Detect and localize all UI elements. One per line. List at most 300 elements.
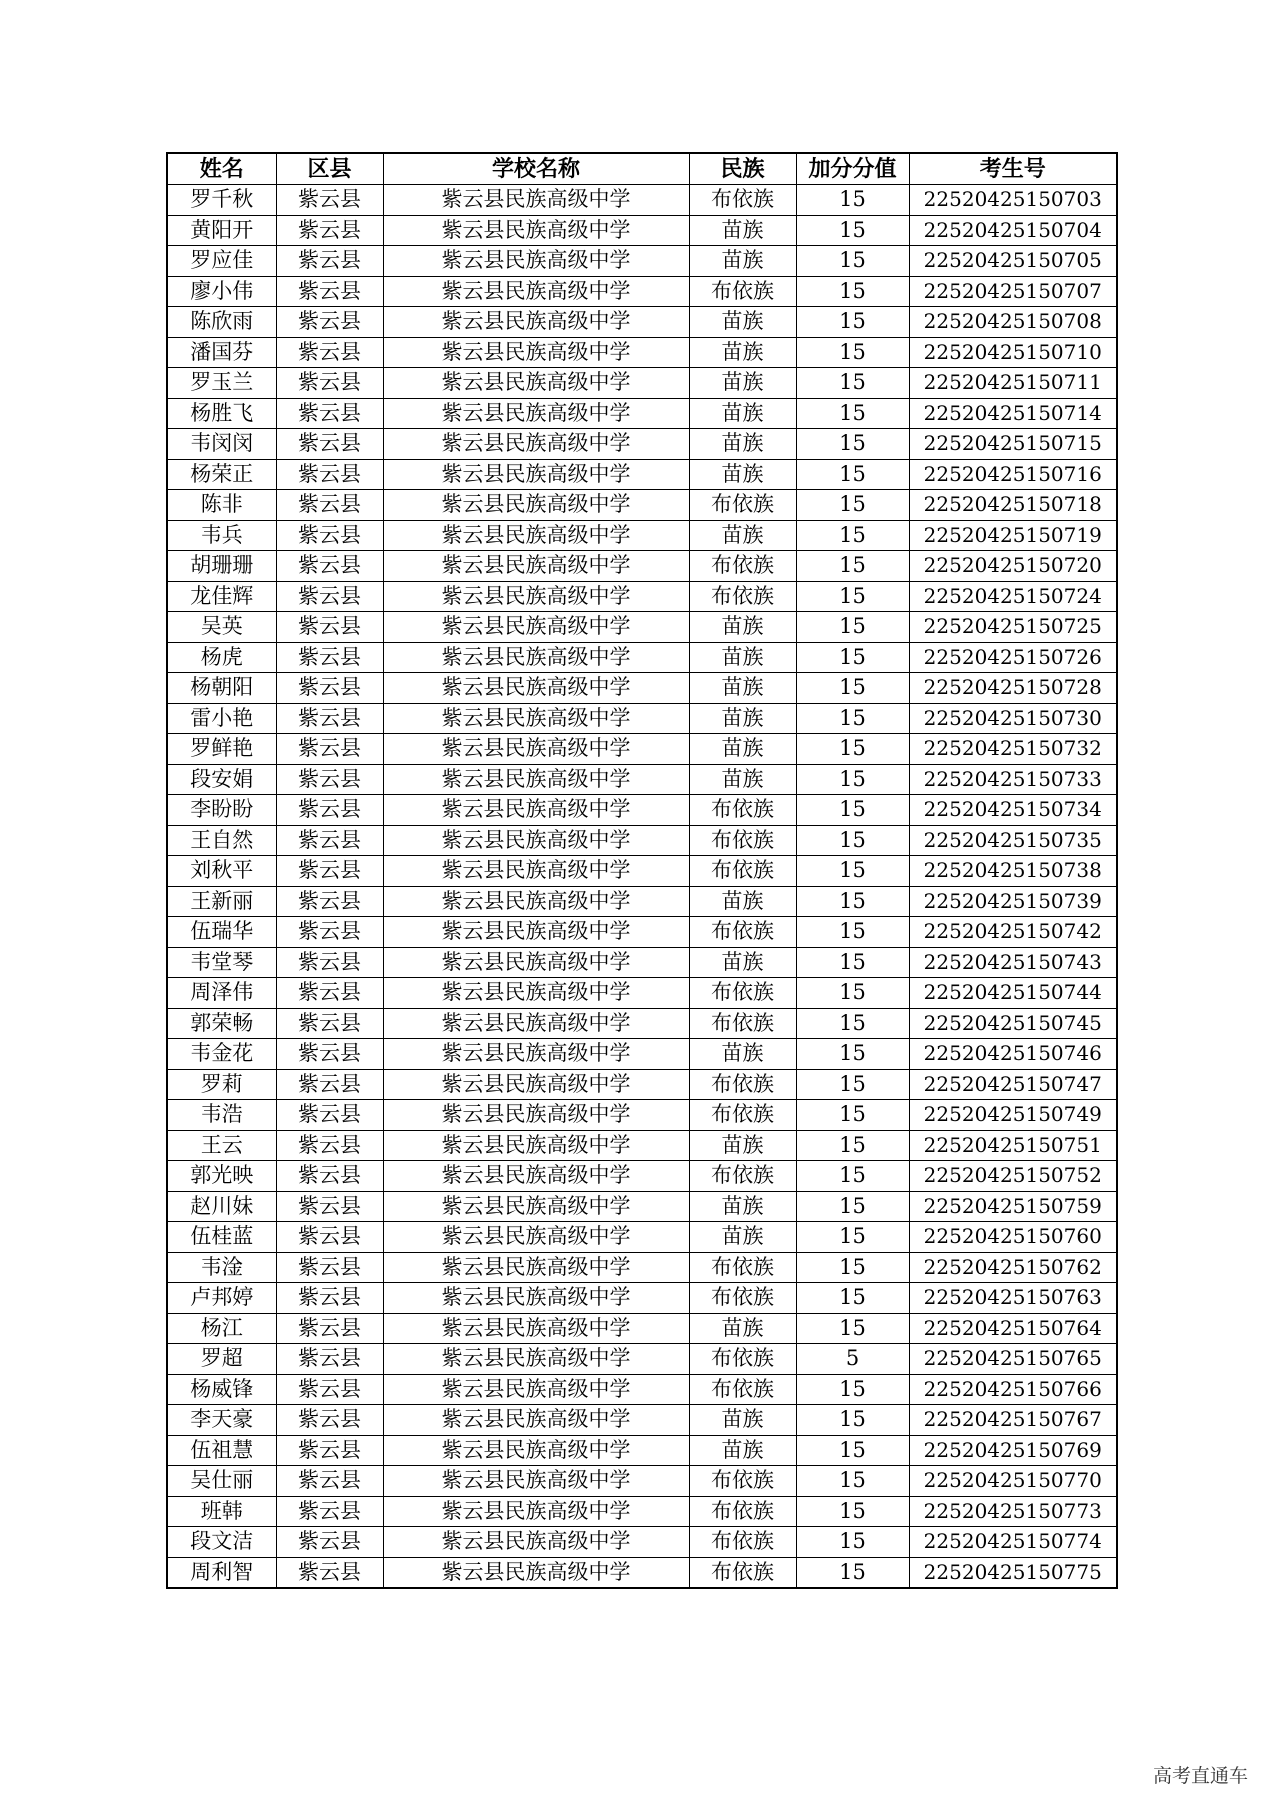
cell-name: 伍桂蓝	[167, 1222, 276, 1253]
cell-county: 紫云县	[276, 1039, 383, 1070]
cell-ethnicity: 布依族	[689, 185, 796, 216]
cell-school: 紫云县民族高级中学	[383, 581, 689, 612]
cell-name: 王云	[167, 1130, 276, 1161]
cell-bonus: 15	[796, 551, 909, 582]
cell-name: 周利智	[167, 1557, 276, 1588]
cell-school: 紫云县民族高级中学	[383, 337, 689, 368]
table-row	[167, 185, 1117, 216]
cell-ethnicity: 布依族	[689, 917, 796, 948]
cell-school: 紫云县民族高级中学	[383, 1252, 689, 1283]
table-row	[167, 1374, 1117, 1405]
cell-exam-id: 22520425150733	[909, 764, 1117, 795]
cell-name: 罗鲜艳	[167, 734, 276, 765]
cell-bonus: 15	[796, 612, 909, 643]
cell-school: 紫云县民族高级中学	[383, 520, 689, 551]
cell-school: 紫云县民族高级中学	[383, 1527, 689, 1558]
cell-exam-id: 22520425150735	[909, 825, 1117, 856]
cell-exam-id: 22520425150765	[909, 1344, 1117, 1375]
cell-school: 紫云县民族高级中学	[383, 1191, 689, 1222]
cell-exam-id: 22520425150724	[909, 581, 1117, 612]
cell-ethnicity: 布依族	[689, 1100, 796, 1131]
cell-county: 紫云县	[276, 1222, 383, 1253]
cell-school: 紫云县民族高级中学	[383, 215, 689, 246]
cell-school: 紫云县民族高级中学	[383, 276, 689, 307]
cell-exam-id: 22520425150759	[909, 1191, 1117, 1222]
cell-school: 紫云县民族高级中学	[383, 551, 689, 582]
cell-county: 紫云县	[276, 520, 383, 551]
cell-county: 紫云县	[276, 1100, 383, 1131]
cell-bonus: 15	[796, 1527, 909, 1558]
cell-county: 紫云县	[276, 337, 383, 368]
cell-school: 紫云县民族高级中学	[383, 1130, 689, 1161]
table-row	[167, 581, 1117, 612]
cell-county: 紫云县	[276, 612, 383, 643]
cell-exam-id: 22520425150716	[909, 459, 1117, 490]
cell-exam-id: 22520425150764	[909, 1313, 1117, 1344]
table-row	[167, 429, 1117, 460]
cell-bonus: 15	[796, 1161, 909, 1192]
cell-ethnicity: 苗族	[689, 612, 796, 643]
cell-name: 陈非	[167, 490, 276, 521]
cell-school: 紫云县民族高级中学	[383, 1466, 689, 1497]
cell-name: 杨胜飞	[167, 398, 276, 429]
cell-exam-id: 22520425150730	[909, 703, 1117, 734]
table-row	[167, 1039, 1117, 1070]
cell-ethnicity: 布依族	[689, 1496, 796, 1527]
cell-bonus: 15	[796, 795, 909, 826]
cell-ethnicity: 布依族	[689, 1283, 796, 1314]
cell-exam-id: 22520425150744	[909, 978, 1117, 1009]
cell-school: 紫云县民族高级中学	[383, 673, 689, 704]
cell-exam-id: 22520425150725	[909, 612, 1117, 643]
student-bonus-table	[166, 152, 1118, 1589]
cell-name: 吴英	[167, 612, 276, 643]
cell-bonus: 15	[796, 978, 909, 1009]
cell-county: 紫云县	[276, 1161, 383, 1192]
cell-county: 紫云县	[276, 1069, 383, 1100]
cell-ethnicity: 苗族	[689, 1191, 796, 1222]
cell-school: 紫云县民族高级中学	[383, 1283, 689, 1314]
cell-county: 紫云县	[276, 185, 383, 216]
cell-bonus: 15	[796, 673, 909, 704]
table-row	[167, 1527, 1117, 1558]
cell-name: 李天豪	[167, 1405, 276, 1436]
cell-bonus: 15	[796, 1405, 909, 1436]
cell-county: 紫云县	[276, 825, 383, 856]
cell-school: 紫云县民族高级中学	[383, 856, 689, 887]
cell-name: 龙佳辉	[167, 581, 276, 612]
cell-ethnicity: 布依族	[689, 276, 796, 307]
cell-county: 紫云县	[276, 276, 383, 307]
cell-name: 杨威锋	[167, 1374, 276, 1405]
cell-name: 罗玉兰	[167, 368, 276, 399]
cell-county: 紫云县	[276, 642, 383, 673]
cell-bonus: 15	[796, 703, 909, 734]
table-row	[167, 368, 1117, 399]
cell-exam-id: 22520425150711	[909, 368, 1117, 399]
cell-bonus: 15	[796, 764, 909, 795]
cell-county: 紫云县	[276, 1466, 383, 1497]
table-row	[167, 1222, 1117, 1253]
cell-school: 紫云县民族高级中学	[383, 947, 689, 978]
header-ethnicity: 民族	[689, 153, 796, 185]
cell-bonus: 15	[796, 917, 909, 948]
cell-bonus: 15	[796, 520, 909, 551]
cell-name: 杨朝阳	[167, 673, 276, 704]
cell-exam-id: 22520425150769	[909, 1435, 1117, 1466]
cell-ethnicity: 苗族	[689, 1435, 796, 1466]
cell-school: 紫云县民族高级中学	[383, 612, 689, 643]
cell-name: 罗应佳	[167, 246, 276, 277]
cell-bonus: 15	[796, 856, 909, 887]
cell-exam-id: 22520425150726	[909, 642, 1117, 673]
cell-ethnicity: 布依族	[689, 1557, 796, 1588]
cell-name: 卢邦婷	[167, 1283, 276, 1314]
cell-name: 黄阳开	[167, 215, 276, 246]
table-row	[167, 246, 1117, 277]
header-county: 区县	[276, 153, 383, 185]
cell-ethnicity: 苗族	[689, 642, 796, 673]
cell-county: 紫云县	[276, 917, 383, 948]
table-row	[167, 856, 1117, 887]
cell-school: 紫云县民族高级中学	[383, 490, 689, 521]
cell-county: 紫云县	[276, 459, 383, 490]
cell-bonus: 15	[796, 1069, 909, 1100]
cell-name: 周泽伟	[167, 978, 276, 1009]
cell-ethnicity: 苗族	[689, 246, 796, 277]
cell-ethnicity: 布依族	[689, 1344, 796, 1375]
cell-name: 杨虎	[167, 642, 276, 673]
cell-name: 杨江	[167, 1313, 276, 1344]
cell-name: 韦淦	[167, 1252, 276, 1283]
cell-school: 紫云县民族高级中学	[383, 1435, 689, 1466]
table-row	[167, 1405, 1117, 1436]
cell-county: 紫云县	[276, 1191, 383, 1222]
cell-ethnicity: 苗族	[689, 368, 796, 399]
table-row	[167, 795, 1117, 826]
cell-bonus: 15	[796, 886, 909, 917]
cell-ethnicity: 布依族	[689, 1069, 796, 1100]
table-row	[167, 459, 1117, 490]
cell-name: 王自然	[167, 825, 276, 856]
cell-school: 紫云县民族高级中学	[383, 978, 689, 1009]
cell-exam-id: 22520425150767	[909, 1405, 1117, 1436]
table-row	[167, 1496, 1117, 1527]
cell-school: 紫云县民族高级中学	[383, 398, 689, 429]
cell-ethnicity: 苗族	[689, 215, 796, 246]
cell-ethnicity: 苗族	[689, 673, 796, 704]
cell-county: 紫云县	[276, 1527, 383, 1558]
cell-bonus: 15	[796, 1313, 909, 1344]
cell-county: 紫云县	[276, 703, 383, 734]
cell-county: 紫云县	[276, 581, 383, 612]
cell-exam-id: 22520425150738	[909, 856, 1117, 887]
cell-county: 紫云县	[276, 246, 383, 277]
cell-bonus: 15	[796, 1252, 909, 1283]
cell-name: 韦兵	[167, 520, 276, 551]
cell-school: 紫云县民族高级中学	[383, 1039, 689, 1070]
cell-ethnicity: 苗族	[689, 764, 796, 795]
cell-bonus: 15	[796, 337, 909, 368]
cell-bonus: 15	[796, 429, 909, 460]
cell-bonus: 15	[796, 1130, 909, 1161]
table-row	[167, 764, 1117, 795]
cell-name: 王新丽	[167, 886, 276, 917]
cell-exam-id: 22520425150710	[909, 337, 1117, 368]
cell-ethnicity: 苗族	[689, 398, 796, 429]
cell-bonus: 15	[796, 307, 909, 338]
header-name: 姓名	[167, 153, 276, 185]
table-row	[167, 917, 1117, 948]
cell-ethnicity: 布依族	[689, 978, 796, 1009]
cell-exam-id: 22520425150708	[909, 307, 1117, 338]
cell-ethnicity: 苗族	[689, 337, 796, 368]
cell-exam-id: 22520425150763	[909, 1283, 1117, 1314]
cell-name: 段文洁	[167, 1527, 276, 1558]
table-row	[167, 1344, 1117, 1375]
table-row	[167, 886, 1117, 917]
cell-bonus: 15	[796, 1191, 909, 1222]
cell-bonus: 5	[796, 1344, 909, 1375]
cell-school: 紫云县民族高级中学	[383, 642, 689, 673]
cell-school: 紫云县民族高级中学	[383, 825, 689, 856]
cell-county: 紫云县	[276, 673, 383, 704]
cell-county: 紫云县	[276, 1008, 383, 1039]
cell-bonus: 15	[796, 276, 909, 307]
cell-name: 李盼盼	[167, 795, 276, 826]
cell-exam-id: 22520425150752	[909, 1161, 1117, 1192]
cell-name: 韦金花	[167, 1039, 276, 1070]
cell-name: 罗莉	[167, 1069, 276, 1100]
cell-county: 紫云县	[276, 1344, 383, 1375]
cell-county: 紫云县	[276, 1252, 383, 1283]
cell-bonus: 15	[796, 1557, 909, 1588]
cell-bonus: 15	[796, 825, 909, 856]
watermark-text: 高考直通车	[1152, 1765, 1248, 1787]
cell-school: 紫云县民族高级中学	[383, 734, 689, 765]
cell-name: 刘秋平	[167, 856, 276, 887]
cell-exam-id: 22520425150760	[909, 1222, 1117, 1253]
cell-school: 紫云县民族高级中学	[383, 307, 689, 338]
cell-ethnicity: 布依族	[689, 1527, 796, 1558]
cell-exam-id: 22520425150718	[909, 490, 1117, 521]
cell-ethnicity: 布依族	[689, 581, 796, 612]
table-row	[167, 612, 1117, 643]
cell-exam-id: 22520425150734	[909, 795, 1117, 826]
cell-ethnicity: 苗族	[689, 703, 796, 734]
cell-exam-id: 22520425150719	[909, 520, 1117, 551]
cell-name: 罗超	[167, 1344, 276, 1375]
cell-name: 潘国芬	[167, 337, 276, 368]
cell-school: 紫云县民族高级中学	[383, 1557, 689, 1588]
cell-ethnicity: 苗族	[689, 1313, 796, 1344]
cell-school: 紫云县民族高级中学	[383, 795, 689, 826]
table-row	[167, 490, 1117, 521]
cell-ethnicity: 布依族	[689, 1161, 796, 1192]
cell-exam-id: 22520425150703	[909, 185, 1117, 216]
cell-bonus: 15	[796, 1100, 909, 1131]
cell-county: 紫云县	[276, 490, 383, 521]
cell-bonus: 15	[796, 1435, 909, 1466]
cell-county: 紫云县	[276, 886, 383, 917]
cell-bonus: 15	[796, 246, 909, 277]
table-row	[167, 1283, 1117, 1314]
cell-name: 陈欣雨	[167, 307, 276, 338]
header-bonus: 加分分值	[796, 153, 909, 185]
table-row	[167, 1161, 1117, 1192]
table-row	[167, 215, 1117, 246]
cell-exam-id: 22520425150715	[909, 429, 1117, 460]
cell-ethnicity: 布依族	[689, 551, 796, 582]
cell-ethnicity: 布依族	[689, 795, 796, 826]
table-row	[167, 1191, 1117, 1222]
cell-county: 紫云县	[276, 1374, 383, 1405]
cell-name: 胡珊珊	[167, 551, 276, 582]
cell-name: 雷小艳	[167, 703, 276, 734]
cell-school: 紫云县民族高级中学	[383, 1313, 689, 1344]
table-row	[167, 734, 1117, 765]
cell-school: 紫云县民族高级中学	[383, 764, 689, 795]
cell-school: 紫云县民族高级中学	[383, 246, 689, 277]
table-row	[167, 1557, 1117, 1588]
cell-school: 紫云县民族高级中学	[383, 917, 689, 948]
table-row	[167, 673, 1117, 704]
cell-name: 韦闵闵	[167, 429, 276, 460]
cell-exam-id: 22520425150739	[909, 886, 1117, 917]
cell-name: 郭光映	[167, 1161, 276, 1192]
cell-county: 紫云县	[276, 215, 383, 246]
cell-ethnicity: 布依族	[689, 1374, 796, 1405]
cell-county: 紫云县	[276, 1313, 383, 1344]
cell-name: 廖小伟	[167, 276, 276, 307]
cell-exam-id: 22520425150720	[909, 551, 1117, 582]
cell-bonus: 15	[796, 1283, 909, 1314]
cell-county: 紫云县	[276, 764, 383, 795]
cell-exam-id: 22520425150714	[909, 398, 1117, 429]
cell-bonus: 15	[796, 734, 909, 765]
cell-county: 紫云县	[276, 1130, 383, 1161]
cell-school: 紫云县民族高级中学	[383, 703, 689, 734]
cell-name: 韦堂琴	[167, 947, 276, 978]
cell-exam-id: 22520425150747	[909, 1069, 1117, 1100]
cell-exam-id: 22520425150773	[909, 1496, 1117, 1527]
cell-exam-id: 22520425150704	[909, 215, 1117, 246]
cell-county: 紫云县	[276, 1496, 383, 1527]
cell-county: 紫云县	[276, 978, 383, 1009]
cell-bonus: 15	[796, 490, 909, 521]
cell-name: 杨荣正	[167, 459, 276, 490]
cell-exam-id: 22520425150751	[909, 1130, 1117, 1161]
table-row	[167, 1069, 1117, 1100]
cell-county: 紫云县	[276, 398, 383, 429]
cell-exam-id: 22520425150705	[909, 246, 1117, 277]
cell-school: 紫云县民族高级中学	[383, 1100, 689, 1131]
cell-exam-id: 22520425150742	[909, 917, 1117, 948]
cell-name: 吴仕丽	[167, 1466, 276, 1497]
cell-ethnicity: 苗族	[689, 459, 796, 490]
cell-ethnicity: 苗族	[689, 1222, 796, 1253]
cell-name: 伍瑞华	[167, 917, 276, 948]
cell-ethnicity: 布依族	[689, 825, 796, 856]
cell-ethnicity: 苗族	[689, 520, 796, 551]
table-row	[167, 1313, 1117, 1344]
cell-county: 紫云县	[276, 856, 383, 887]
cell-exam-id: 22520425150745	[909, 1008, 1117, 1039]
cell-name: 郭荣畅	[167, 1008, 276, 1039]
cell-bonus: 15	[796, 368, 909, 399]
cell-name: 韦浩	[167, 1100, 276, 1131]
cell-school: 紫云县民族高级中学	[383, 1008, 689, 1039]
table-header-row	[167, 153, 1117, 185]
cell-county: 紫云县	[276, 947, 383, 978]
table-row	[167, 978, 1117, 1009]
cell-bonus: 15	[796, 642, 909, 673]
cell-bonus: 15	[796, 581, 909, 612]
cell-school: 紫云县民族高级中学	[383, 459, 689, 490]
table-row	[167, 307, 1117, 338]
cell-ethnicity: 苗族	[689, 1405, 796, 1436]
cell-bonus: 15	[796, 398, 909, 429]
cell-name: 赵川妹	[167, 1191, 276, 1222]
cell-ethnicity: 苗族	[689, 886, 796, 917]
cell-county: 紫云县	[276, 795, 383, 826]
cell-school: 紫云县民族高级中学	[383, 1374, 689, 1405]
table-row	[167, 947, 1117, 978]
cell-school: 紫云县民族高级中学	[383, 1344, 689, 1375]
cell-ethnicity: 苗族	[689, 1039, 796, 1070]
cell-county: 紫云县	[276, 307, 383, 338]
cell-exam-id: 22520425150766	[909, 1374, 1117, 1405]
cell-county: 紫云县	[276, 551, 383, 582]
header-school: 学校名称	[383, 153, 689, 185]
cell-ethnicity: 苗族	[689, 734, 796, 765]
cell-exam-id: 22520425150774	[909, 1527, 1117, 1558]
cell-exam-id: 22520425150775	[909, 1557, 1117, 1588]
cell-exam-id: 22520425150770	[909, 1466, 1117, 1497]
cell-school: 紫云县民族高级中学	[383, 1222, 689, 1253]
cell-ethnicity: 布依族	[689, 490, 796, 521]
cell-county: 紫云县	[276, 734, 383, 765]
cell-exam-id: 22520425150732	[909, 734, 1117, 765]
table-row	[167, 1008, 1117, 1039]
cell-exam-id: 22520425150728	[909, 673, 1117, 704]
cell-bonus: 15	[796, 215, 909, 246]
cell-name: 班韩	[167, 1496, 276, 1527]
cell-school: 紫云县民族高级中学	[383, 185, 689, 216]
cell-ethnicity: 苗族	[689, 947, 796, 978]
table-body	[167, 185, 1117, 1589]
cell-school: 紫云县民族高级中学	[383, 1405, 689, 1436]
cell-county: 紫云县	[276, 429, 383, 460]
cell-county: 紫云县	[276, 1283, 383, 1314]
cell-bonus: 15	[796, 459, 909, 490]
cell-name: 伍祖慧	[167, 1435, 276, 1466]
cell-school: 紫云县民族高级中学	[383, 1161, 689, 1192]
cell-county: 紫云县	[276, 1405, 383, 1436]
table-row	[167, 520, 1117, 551]
cell-exam-id: 22520425150749	[909, 1100, 1117, 1131]
cell-ethnicity: 苗族	[689, 1130, 796, 1161]
cell-ethnicity: 布依族	[689, 1466, 796, 1497]
table-row	[167, 1466, 1117, 1497]
cell-ethnicity: 苗族	[689, 307, 796, 338]
cell-bonus: 15	[796, 947, 909, 978]
cell-bonus: 15	[796, 1496, 909, 1527]
header-exam-id: 考生号	[909, 153, 1117, 185]
table-row	[167, 825, 1117, 856]
table-row	[167, 551, 1117, 582]
cell-exam-id: 22520425150743	[909, 947, 1117, 978]
